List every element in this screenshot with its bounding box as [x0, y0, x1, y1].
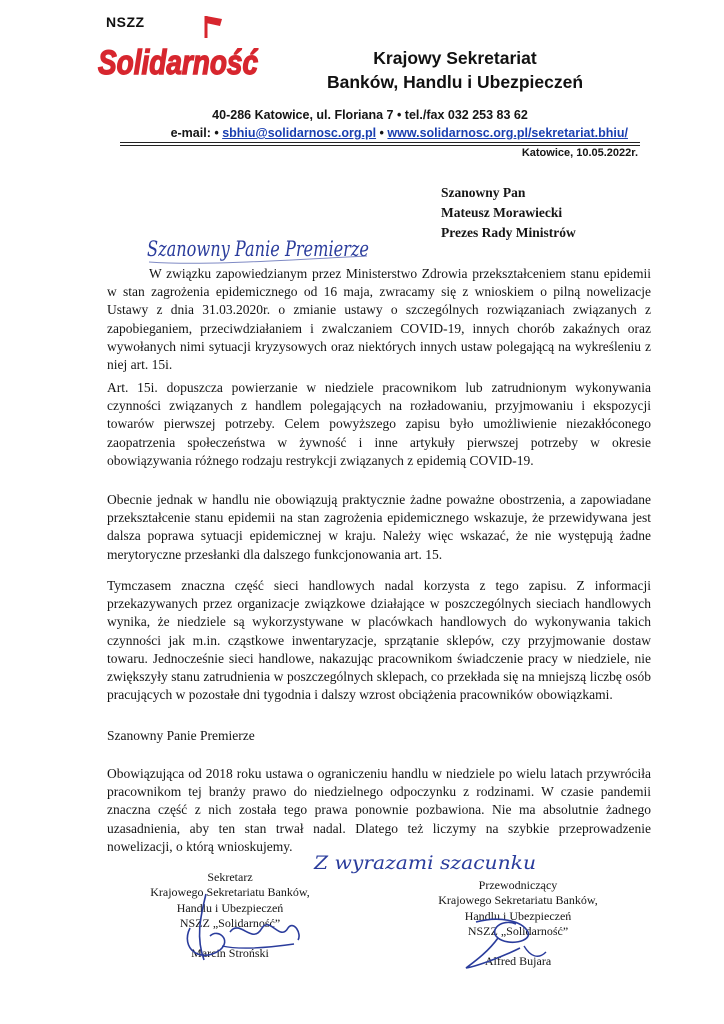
contact-bullet: •: [379, 126, 384, 140]
signature-right-org3: NSZZ „Solidarność”: [467, 924, 569, 939]
signature-left-org2: Handlu i Ubezpieczeń: [176, 900, 284, 915]
logo-solidarnosc-text: Solidarność: [98, 44, 259, 82]
addressee-line3: Prezes Rady Ministrów: [441, 225, 576, 240]
paragraph-4: Tymczasem znaczna część sieci handlowych nadal korzysta z tego zapisu. Z informacji przekazywanych przez organizacje związkowe działające w poszczególnych sieciach handlowych wynika, że niedziele są wykorzystywane w placówkach handlowych do wykonywania takich czynności jak m.in. cząstkowe inwentaryzacje, sprzątanie sklepów, czy przyjmowanie dostaw towaru. Jednocześnie sieci handlowe, nakazując pracownikom świadczenie pracy w niedziele, nie zwiększyły stanu zatrudnienia w poszczególnych sklepach, co przekłada się na mniejszą liczbę osób pracujących w pozostałe dni tygodnia i dalszy wzrost obciążenia pracowników obowiązkami.: [107, 578, 651, 703]
header-contact: [171, 126, 628, 140]
paragraph-2: Art. 15i. dopuszcza powierzanie w niedziele pracownikom lub zatrudnionym wykonywania czynności związanych z handlem polegających na rozładowaniu, przyjmowaniu i ekspozycji towarów pierwszej potrzeby. Celem powyższego zapisu było umożliwienie niezakłóconego zaopatrzenia społeczeństwa w żywność i inne artykuły pierwszej potrzeby w okresie obowiązywania różnego rodzaju restrykcji związanych z epidemią COVID-19.: [107, 380, 651, 468]
signature-left-scribble: [170, 888, 320, 968]
handwritten-closing-text: Z wyrazami szacunku: [312, 852, 536, 874]
signature-right-name: Alfred Bujara: [484, 953, 552, 968]
header-address: 40-286 Katowice, ul. Floriana 7 • tel./fax 032 253 83 62: [212, 108, 528, 122]
signature-right-role: Przewodniczący: [478, 878, 558, 892]
addressee-block: [441, 183, 576, 243]
signature-right-org1: Krajowego Sekretariatu Banków,: [438, 893, 598, 908]
header-title-line1: Krajowy Sekretariat: [373, 48, 537, 68]
handwritten-closing: [312, 843, 542, 881]
handwritten-salutation-text: Szanowny Panie Premierze: [147, 237, 369, 261]
addressee-line1: Szanowny Pan: [441, 185, 526, 200]
paragraph-5-salutation: Szanowny Panie Premierze: [107, 728, 255, 743]
header-divider-top: [120, 142, 640, 143]
header-title-line2: Banków, Handlu i Ubezpieczeń: [326, 72, 584, 92]
paragraph-6: Obowiązująca od 2018 roku ustawa o ograniczeniu handlu w niedziele po wielu latach przywróciła pracownikom tej branży prawo do niedzielnego odpoczynku z rodzinami. W czasie pandemii znaczna część z nich została tego prawa ponownie pozbawiona. Nie ma absolutnie żadnego uzasadnienia, aby ten stan trwał nadal. Dlatego też liczymy na szybkie przeprowadzenie nowelizacji, o którą wnioskujemy.: [107, 766, 651, 854]
email-link[interactable]: sbhiu@solidarnosc.org.pl: [222, 126, 377, 140]
solidarnosc-logo: [96, 12, 266, 86]
solidarnosc-logo-graphic: [96, 28, 266, 86]
addressee-line2: Mateusz Morawiecki: [441, 205, 563, 220]
header-divider-bottom: [120, 145, 640, 146]
paragraph-3: Obecnie jednak w handlu nie obowiązują praktycznie żadne poważne obostrzenia, a zapowiadane przekształcenie stanu epidemii na stan zagrożenia epidemicznego wskazuje, że przewidywana jest dalsza poprawa sytuacji epidemicznej w kraju. Należy więc wskazać, że nie występują żadne merytoryczne przesłanki dla dalszego funkcjonowania art. 15.: [107, 492, 651, 562]
website-link[interactable]: www.solidarnosc.org.pl/sekretariat.bhiu/: [387, 126, 628, 140]
paragraph-1: W związku zapowiedzianym przez Ministerstwo Zdrowia przekształceniem stanu epidemii w stan zagrożenia epidemicznego od 16 maja, zwracamy się z wnioskiem o pilną nowelizacje Ustawy z dnia 31.03.2020r. o zmianie ustawy o szczególnych rozwiązaniach związanych z zapobieganiem, przeciwdziałaniem i zwalczaniem COVID-19, innych chorób zakaźnych oraz wywołanych nimi sytuacji kryzysowych oraz niektórych innych ustaw polegającą na wykreśleniu z niej art. 15i.: [107, 266, 651, 373]
signature-left-org1: Krajowego Sekretariatu Banków,: [150, 885, 310, 900]
signature-left-name: Marcin Stroński: [191, 945, 269, 960]
signature-left-org3: NSZZ „Solidarność”: [179, 916, 281, 931]
signature-right-org2: Handlu i Ubezpieczeń: [464, 908, 572, 923]
signature-right-scribble: [458, 912, 558, 974]
logo-nszz-text: NSZZ: [106, 14, 145, 30]
signature-left-role: Sekretarz: [207, 870, 253, 884]
handwritten-salutation: [145, 226, 375, 270]
letter-date: Katowice, 10.05.2022r.: [521, 147, 638, 159]
email-label: e-mail: •: [170, 126, 219, 140]
